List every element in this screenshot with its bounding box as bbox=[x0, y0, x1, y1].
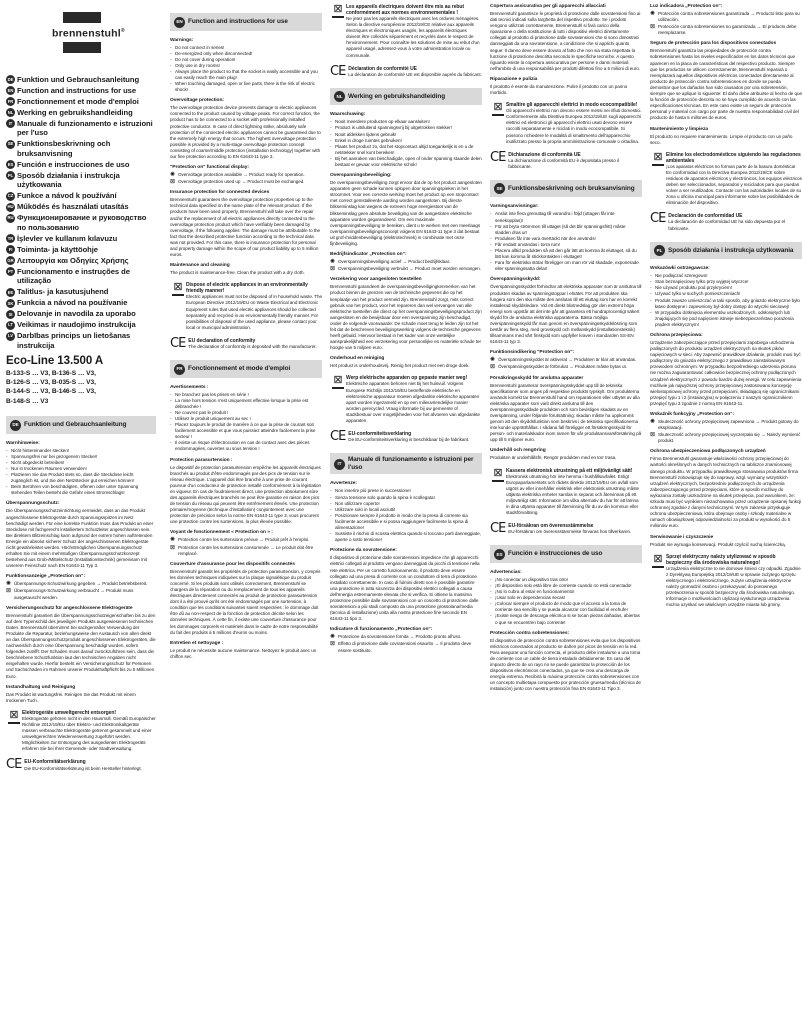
lamp-off-icon: ⊠ bbox=[170, 179, 175, 186]
heading: Overspanningsbeveiliging: bbox=[330, 173, 392, 179]
section-header-en: EN Function and instructions for use bbox=[170, 13, 322, 31]
paragraph: Brennenstuhl garantiert die Überspannungsschutzeigenschaften bis zu den auf dem Typenschild des jeweiligen Produkts ausgewiesenen technischen Daten. Brennenstuhl übernimmt bei sachgemäßer Verwendung der Produkte die Reparatur, beziehungsweise den Austausch von allen direkt an das Überspannungsschutzprodukt angeschlossenen Elektrogeräten, die nachweislich durch eine Überspannung beschädigt wurden, sofern folgendes zutrifft: Der Schaden muss darauf zurückzuführen sein, dass die beschriebene Schutzfunktion laut den technischen Angaben nicht eingehalten wurde. Hierfür besteht ein Versicherungsschutz für Personen und Sachschäden im Rahmen unserer Produkthaftpflicht bis zu 5 Millionen Euro. bbox=[6, 612, 156, 679]
heading: Advertencias: bbox=[490, 569, 522, 575]
flag-badge-icon: PL bbox=[6, 171, 15, 180]
paragraph: Brennenstuhl guarantees the overvoltage protection properties up to the technical data specified on the name plate of the relevant product. If the products have been used properly, Brennenstuhl will take over the repair and/or the replacement of all electric appliances directly connected to the overvoltage protection product which have verifiably been damaged by overvoltage, if the following applies: The damage must be attributable to the fact that the described protective function according to the technical data was not provided. For this case, there is insurance protection for personal and property damage within the scope of our product liability up to 5 million euros. bbox=[170, 197, 321, 258]
heading: Luz indicadora „Protection on“: bbox=[650, 4, 723, 9]
flag-badge-icon: FI bbox=[6, 245, 15, 254]
column-1 bbox=[6, 0, 156, 772]
flag-badge-icon: IT bbox=[6, 119, 15, 128]
weee-notice: ⊠ Elektrogeräte umweltgerecht entsorgen! Elektrogeräte gehören nicht in den Hausmüll. Gemäß Europäischer Richtlinie 2012/19/EU über Elektro- und Elektronikaltgeräte müssen verbrauchte Elektrogeräte getrennt gesammelt und einer umweltgerechten Wiederverwertung zugeführt werden. Möglichkeiten zur Entsorgung des ausgedienten Elektrogeräts erfahren Sie bei Ihrer Gemeinde- oder Stadtverwaltung. bbox=[6, 710, 156, 753]
flag-badge-icon: ES bbox=[494, 549, 505, 560]
indicator-on: ✺ Protection contre les surtensions prévue → Produit prêt à l'emploi. bbox=[170, 537, 310, 544]
ce-mark-icon: CE bbox=[490, 521, 506, 537]
section-header-it: IT Manuale di funzionamento e istruzioni per l'uso bbox=[330, 453, 482, 474]
paragraph: Das Produkt ist wartungsfrei. Reinigen Sie das Produkt mit einem trockenen Tuch. bbox=[6, 691, 136, 703]
warning-list: - ¡No conectar un dispositivo tras otro! - ¡El dispositivo solo está libre de corriente cuando no está conectado! - ¡No lo cubra al estar en funcionamiento! - ¡Usar solo en dependencias secas! - ¡Colocar siempre el producto de modo que el acceso a la toma de corriente sea sencillo y se pueda alcanzar con facilidad el enchufe! - ¡Existe riesgo de descarga eléctrica si se tocan piezas dañadas, abiertas o que se encuentren bajo corriente! bbox=[490, 577, 642, 626]
crossed-bin-icon: ⊠ bbox=[330, 4, 346, 59]
flag-badge-icon: SK bbox=[6, 299, 15, 308]
section-header-es: ES Función e instrucciones de uso bbox=[490, 545, 642, 563]
indicator-off: ⊠ Överspänningsskyddet är förbrukat → Produkten måste bytas ut. bbox=[490, 364, 627, 371]
paragraph: Produkt nie wymaga konserwacji. Produkt czyścić suchą ściereczką. bbox=[650, 541, 786, 547]
ce-declaration: CE EU declaration of conformity The declaration of conformity is deposited with the manufacturer. bbox=[170, 335, 317, 351]
heading: Ochrona ubezpieczeniowa podłączonych urządzeń bbox=[650, 449, 766, 455]
column-3 bbox=[330, 0, 482, 655]
indicator-on: ✺ Protección contra sobretensiones garantizada → Producto listo para su utilización. bbox=[650, 11, 800, 23]
flag-badge-icon: SE bbox=[6, 140, 15, 149]
heading: Serwisowanie i czyszczenie bbox=[650, 534, 714, 540]
lamp-off-icon: ⊠ bbox=[490, 364, 495, 371]
toc-item-gr: GR Λειτουργία και Οδηγίες Χρήσης bbox=[7, 255, 129, 265]
heading: Wskaźnik funkcyjny „Protection on“: bbox=[650, 412, 735, 417]
crossed-bin-icon: ⊠ bbox=[650, 152, 666, 207]
weee-notice: ⊠ Smaltire gli apparecchi elettrici in modo ecocompatibile! Gli apparecchi elettrici non devono essere messi nei rifiuti domestici. Conformemente alla Direttiva Europea 2012/19/UE sugli apparecchi elettrici ed elettronici gli apparecchi elettrici usati devono essere raccolti separatamente e riciclati in modo ecocompatibile. Si possono richiedere le modalità di smaltimento dell'apparecchio inutilizzato presso la propria amministrazione comunale o cittadina. bbox=[490, 102, 642, 145]
toc-item-lt: LT Veikimas ir naudojimo instrukcija bbox=[6, 320, 156, 330]
flag-badge-icon: NL bbox=[334, 91, 345, 102]
ce-declaration: CE EU-Konformitätserklärung Die EU-Konformitätserklärung ist beim Hersteller hinterlegt. bbox=[6, 757, 142, 773]
weee-notice: ⊠ Werp elektrische apparaten op gepaste manier weg! Elektrische apparaten behoren niet bij het huisvuil. Volgens Europese Richtlijn 2012/19/EU betreffende elektrische en elektronische apparatuur moeten afgedankte elektrische apparaten apart worden ingezameld en op een milieuvriendelijke manier worden gerecycled. Vraag informatie bij uw gemeente of stadsbestuur over mogelijkheden voor het afvoeren van afgedankte apparaten. bbox=[330, 375, 482, 424]
brand-wordmark: brennenstuhl® bbox=[52, 27, 125, 40]
warning-list: - Nooit meerdere producten op elkaar aansluiten! - Product is uitsluitend spanningsvrij bij uitgetrokken stekker! - Nooit afdekken tijdens gebruik! - Enkel in droge ruimtes gebruiken! - Plaats het product zo, dat het stopcontact altijd toegankelijk is en u de netstekker snel kunt bereiken! - Bij het aanraken van beschadigde, open of onder spanning staande delen bestaat er gevaar voor elektrische schok! bbox=[330, 119, 482, 168]
heading: Insurance protection for connected devices bbox=[170, 190, 270, 196]
heading: Försäkringsskydd för anslutna apparater bbox=[490, 375, 584, 381]
heading: Varningsanvisningar: bbox=[490, 204, 539, 210]
paragraph: Brennenstuhl garantit les propriétés de protection parasurtension, y compris les données techniques indiquées sur la plaque signalétique du produit concerné. Si les produits sont utilisés correctement, Brennenstuhl se chargera de la réparation ou du remplacement de tous les appareils électriques directement connectés au produit de protection parasurtension dont il a été prouvé qu'ils ont été endommagés par une surtension, à condition que les conditions suivantes soient respectées : le dommage doit être dû au non-respect de la fonction de protection décrite selon les données techniques. À cette fin, il existe une couverture d'assurance pour les dommages corporels et matériels dans le cadre de notre responsabilité du fait des produits à 5 millions d'euros ou moins. bbox=[170, 568, 321, 635]
lamp-off-icon: ⊠ bbox=[650, 432, 655, 439]
heading: Instandhaltung und Reinigung bbox=[6, 684, 76, 690]
lamp-off-icon: ⊠ bbox=[650, 24, 655, 31]
indicator-off: ⊠ Effetto di protezione dalle covratensioni esaurito → Il prodotto deve essere sostituito. bbox=[330, 641, 472, 653]
ce-mark-icon: CE bbox=[6, 757, 22, 773]
logo-bar-top bbox=[63, 12, 101, 23]
heading: Ochrona przepięciowa: bbox=[650, 332, 703, 338]
logo-bar-bottom bbox=[63, 42, 101, 53]
indicator-off: ⊠ Protection contre les surtensions consommée → Le produit doit être remplacé. bbox=[170, 544, 314, 556]
model-list: B-133-S … V3, B-136-S … V3, B-126-S … V3, B-035-S … V3, B-144-S … V3, B-146-S … V3, B-148-S … V3 bbox=[6, 369, 96, 405]
paragraph: El dispositivo de protección contra sobretensiones evita que los dispositivos eléctricos conectados al producto se dañen por picos de tensión en la red. Para asegurar una función correcta, el producto debe instalarse a una toma de corriente con un cable de tierra instalado debidamente. En caso del impacto directo de un rayo no se puede garantizar la protección de los dispositivos electrónicos conectados, ya que se crea una descarga de energía extrema. Recibirá la máxima protección contra sobretensiones con un concepto multietapa compuesto por protección gruesa/media (técnica de instalación) junto con nuestra protección fina EN 61643-11 Tipo 3. bbox=[490, 637, 641, 692]
flag-badge-icon: DE bbox=[10, 420, 21, 431]
heading: "Protection on" functional display: bbox=[170, 165, 249, 171]
ce-declaration: CE Dichiarazione di conformità UE La dichiarazione di conformità EU è depositata presso il fabbricante. bbox=[490, 149, 619, 169]
lamp-on-icon: ✺ bbox=[330, 259, 335, 266]
column-2 bbox=[170, 0, 322, 660]
crossed-bin-icon: ⊠ bbox=[170, 282, 186, 331]
heading: Bedrijfsindicator „Protection on“: bbox=[330, 252, 407, 258]
ce-mark-icon: CE bbox=[490, 149, 506, 165]
warning-list: - Nie podłączać szeregowo! - Stan beznapięciowy tylko przy wyjętej wtyczce! - Nie używać produktu pod przykryciem! - Używać tylko w suchych pomieszczeniach! - Produkt zawsze umieszczać w taki sposób, aby gniazdo elektryczne było łatwo dostępne i zapewniony był dobry dostęp do wtyczki sieciowej! - W przypadku dotknięcia elementów uszkodzonych, odsłoniętych lub znajdujących się pod napięciem istnieje niebezpieczeństwo porażenia prądem elektrycznym! bbox=[650, 273, 802, 328]
heading: Protección contra sobretensiones: bbox=[490, 630, 570, 636]
indicator-on: ✺ Överspänningsskyddet är aktiverat → Produkten är klar att användas. bbox=[490, 357, 637, 364]
warning-list: - Do not connect in series! - De-energized only when disconnected! - Do not cover during operation! - Only use in dry rooms! - Always place the product so that the socket is easily accessible and you can easily reach the main plug! - When touching damaged, open or live parts, there is the risk of electric shock! bbox=[170, 45, 322, 94]
section-header-se: SE Funktionsbeskrivning och bruksanvisning bbox=[490, 180, 642, 198]
heading: Underhåll och rengöring bbox=[490, 448, 546, 454]
indicator-off: ⊠ Überspannungs-Schutzwirkung verbraucht → Produkt muss ausgetauscht werden. bbox=[6, 588, 134, 600]
heading: Överspänningsskydd: bbox=[490, 277, 541, 283]
toc-item-de: DE Funktion und Gebrauchsanleitung bbox=[7, 74, 140, 84]
heading: Warnhinweise: bbox=[6, 440, 40, 446]
paragraph: Överspänningsskyddet förhindrar att elektriska apparater som är anslutna till produkten skadas av spänningstoppar i elnätet. För att produkten ska fungera som den ska måste den anslutas till ett eluttag som har en korrekt installerad skyddsledare. Vid ett direkt blixtnedslag gör den extremt höga energi som uppstår att det inte går att garantera ett hundraprocentigt säkert skydd för de anslutna elektriska apparaterna. Bästa möjliga överspänningsskydd får man genom en överspänningsskyddslösning som består av flera steg, med grovskydd och mellanskydd (installationsteknik) tillsammans med vårt finskydd som uppfyller kraven i standarden SS-EN 61643-11 typ 3. bbox=[490, 284, 642, 345]
indicator-off: ⊠ Overspanningsbeveiliging verbruikt → Product moet worden vervangen. bbox=[330, 266, 481, 273]
lamp-off-icon: ⊠ bbox=[170, 544, 175, 551]
paragraph: Het product is onderhoudsvrij. Reinig het product met een droge doek. bbox=[330, 363, 470, 369]
indicator-off: ⊠ Protección contra sobretensiones no garantizada → El producto debe reemplazarse. bbox=[650, 24, 797, 36]
indicator-on: ✺ Protezione da sovratensione fornita → Prodotto pronto all'uso. bbox=[330, 634, 462, 641]
section-header-de: DE Funktion und Gebrauchsanleitung bbox=[6, 416, 156, 434]
warning-list: - Non inserire più prese in successione! - Senza tensione solo quando la spina è scollegata! - Non utilizzare coperto! - Utilizzare solo in locali asciutti! - Posizionare sempre il prodotto in modo che la presa di corrente sia facilmente accessibile e si possa raggiungere facilmente la spina di alimentazione! - Sussiste il rischio di scossa elettrica quando si toccano parti danneggiate, aperte o sotto tensione! bbox=[330, 488, 482, 543]
paragraph: Le produit ne nécessite aucune maintenance. Nettoyez le produit avec un chiffon sec. bbox=[170, 647, 317, 659]
lamp-on-icon: ✺ bbox=[170, 172, 175, 179]
lamp-on-icon: ✺ bbox=[650, 11, 655, 17]
language-toc bbox=[6, 75, 156, 351]
paragraph: Brennenstuhl garandeert de overspanningsbeveiligingkenmerken van het product binnen de grenzen van de technische gegevens die op het kenplaatje van het product vermeld zijn. Brennenstuhl zorgt, mits correct gebruik van het product, voor het repareren dan wel vervangen van alle elektrische toestellen die direct op het overspanningsbeveiligingsproduct zijn aangesloten en die bewijsbaar door een overspanning zijn beschadigd, onder de volgende voorwaarde: De schade moet terug te leiden zijn tot het feit dat de beschreven beveiligingswerking volgens de technische gegevens heeft gefaald. Hiervoor bestaat in het kader van onze wettelijke aansprakelijkheid een verzekering voor persoonlijke en materiële schade ter hoogte van 5 miljoen euro. bbox=[330, 284, 482, 351]
flag-badge-icon: TR bbox=[6, 234, 15, 243]
paragraph: Le dispositif de protection parasurtension empêche les appareils électriques branchés au produit d'être endommagés par des pics de tension sur le réseau électrique. L'appareil doit être branché à une prise de courant pourvue d'un conducteur de protection installé conformément à la législation en vigueur. En cas de foudroiement direct, une protection absolument sûre des appareils électriques branchés ne peut être garantie en raison des pics de tension du réseau qui peuvent être extrêmement élevés. Une protection primaire/moyenne (technique d'installation) conjointement avec une protection de précision selon la norme EN 61643-11 type 3, vous procurent une protection contre les surtensions, la plus élevée possible. bbox=[170, 464, 322, 525]
ce-declaration: CE Declaración de conformidad UE La declaración de conformidad UE ha sido depuesta por el fabricante. bbox=[650, 211, 786, 231]
paragraph: Firma Brennenstuhl gwarantuje właściwości ochrony przepięciowej do wartości określonych w danych technicznych na tabliczce znamionowej danego produktu. W przypadku prawidłowego stosowania produktów firma Brennenstuhl zobowiązuje się do naprawy, wzgl. wymiany wszystkich urządzeń elektrycznych, bezpośrednio podłączonych do urządzenia zabezpieczającego przed przepięciami, które w sposób możliwy do wykazania zostały uszkodzone na skutek przepięcia, pod warunkiem, że: szkoda musi być wynikiem niezachowania przez urządzenie opisanej funkcji ochronnej zgodnie z danymi technicznymi. W tym zakresie przysługuje ochrona ubezpieczeniowa, która obejmuje osoby i szkody materialne w ramach obowiązkowej odpowiedzialności za produkt w wysokości do 5 milionów euro. bbox=[650, 456, 802, 529]
brand-logo bbox=[52, 12, 125, 53]
heading: Avvertenze: bbox=[330, 481, 357, 487]
toc-item-cz: CZ Funkce a návod k používání bbox=[7, 191, 117, 201]
flag-badge-icon: EN bbox=[6, 86, 15, 95]
heading: Verzekering voor aangesloten toestellen bbox=[330, 277, 422, 283]
heading: Couverture d'assurance pour les dispositifs connectés bbox=[170, 561, 295, 567]
toc-item-es: ES Función e instrucciones de uso bbox=[7, 159, 130, 169]
crossed-bin-icon: ⊠ bbox=[650, 554, 666, 609]
flag-badge-icon: HU bbox=[6, 203, 15, 212]
heading: Overvoltage protection: bbox=[170, 98, 225, 104]
crossed-bin-icon: ⊠ bbox=[6, 710, 22, 753]
lamp-on-icon: ✺ bbox=[6, 581, 11, 588]
flag-badge-icon: EN bbox=[174, 17, 185, 28]
indicator-on: ✺ Overspanningsbeveiliging actief → Product bedrijfsklaar. bbox=[330, 259, 451, 266]
lamp-off-icon: ⊠ bbox=[330, 641, 335, 648]
ce-mark-icon: CE bbox=[330, 429, 346, 445]
ce-declaration: CE Déclaration de conformité UE La déclaration de conformité UE est disponible auprès du fabricant. bbox=[330, 63, 482, 79]
weee-notice: ⊠ Elimine los electrodomésticos siguiendo las regulaciones ambientales ¡Los aparatos eléctricos no forman parte de la basura doméstica! En conformidad con la Directiva Europea 2012/19/CE sobre residuos de aparatos eléctricos y electrónicos, los equipos eléctricos deben ser seleccionados, separados y reciclados para que puedan volver a ser reutilizados. Contacte con las autoridades locales de su zona u oficina municipal para informarse sobre las posibilidades de eliminación del dispositivo. bbox=[650, 152, 802, 207]
heading: Seguro de protección para los dispositivos conectados bbox=[650, 41, 777, 47]
weee-notice: ⊠ Dispose of electric appliances in an environmentally friendly manner! Electric appliances must not be disposed of in household waste. The European Directive 2012/19/EU on Waste Electrical and Electronic Equipment rules that used electric appliances should be collected separately and recycled in an environmentally friendly manner. For possibilities of disposal of the used appliance, please contact your local or municipal administration. bbox=[170, 282, 322, 331]
paragraph: Brennenstuhl garantisce le proprietà di protezione dalle sovratensioni fino ai dati tecnici indicati sulla targhetta del rispettivo prodotto. Se i prodotti vengono utilizzati correttamente, Brennenstuhl si farà carico della riparazione o della sostituzione di tutti i dispositivi elettrici direttamente collegati al prodotto di protezione dalle sovratensioni che si sono dimostrati danneggiati da una sovratensione, a condizione che si applichi quanto segue: Il danno deve essere dovuto al fatto che non sia stata rispettata la funzione di protezione descritta secondo le specifiche tecniche. A questo riguardo esiste la copertura assicurativa per persone e danni materiali nell'ambito di una responsabilità per prodotti difettosi fino a 5 milioni di euro. bbox=[490, 11, 641, 71]
flag-badge-icon: ES bbox=[6, 160, 15, 169]
warning-list: - Anslut inte flera grenuttag till varandra i följd (uttagen får inte seriekopplas)! - För att bryta strömmen till uttaget (så det blir spänningsfritt) måste sladden dras ur! - Produkten får inte vara övertäckt när den används! - Får endast användas i torra rum! - Placera alltid produkten så att den går lätt att komma åt eluttaget, så du lätt kan komma åt stickkontakten i eluttaget! - Fara för elektriska stötar föreligger om man rör vid skadade, exponerade eller spänningssatta delar! bbox=[490, 211, 642, 272]
heading: Entretien et nettoyage : bbox=[170, 640, 224, 646]
ce-mark-icon: CE bbox=[650, 211, 666, 227]
heading: Maintenance and cleaning bbox=[170, 263, 230, 269]
section-header-nl: NL Werking en gebruikshandleiding bbox=[330, 88, 482, 106]
ce-declaration: CE EU-försäkran om överensstämmelse EU-försäkran om överensstämmelse förvaras hos tillverkaren. bbox=[490, 521, 632, 537]
indicator-on: ✺ Überspannungs-Schutzwirkung gegeben → Produkt betriebsbereit. bbox=[6, 581, 148, 588]
flag-badge-icon: PT bbox=[6, 267, 15, 276]
toc-item-si: SI Delovanje in navodila za uporabo bbox=[6, 309, 156, 319]
warning-list: - Ne branchez pas les prises en série ! - La mise hors tension n'est uniquement effective lorsque la prise est débranchée ! - Ne couvrez pas le produit ! - Utilisez le produit uniquement au sec ! - Placez toujours le produit de manière à ce que la prise de courant soit facilement accessible et que vous puissiez atteindre facilement la prise secteur ! - Il existe un risque d'électrocution en cas de contact avec des pièces endommagées, ouvertes ou sous tension ! bbox=[170, 392, 322, 453]
flag-badge-icon: CZ bbox=[6, 192, 15, 201]
flag-badge-icon: LT bbox=[6, 321, 15, 330]
column-4 bbox=[490, 0, 642, 693]
toc-item-sk: SK Funkcia a návod na používanie bbox=[7, 298, 128, 308]
paragraph: Produkten är underhållsfri. Rengör produkten med en torr trasa. bbox=[490, 455, 617, 461]
paragraph: De overspanningsbeveiliging zorgt ervoor dat de op het product aangesloten apparaten geen schade kunnen oplopen door spanningspieken in het stroomnet. Voor een correcte werking moet het product op een stopcontact met correct geïnstalleerde aarding worden aangesloten. Bij directe blikseminslag kan wegens de extreem hoge energiestoot van de blikseminslag geen absolute beveiliging van de aangesloten elektrische apparaten worden gegarandeerd. Om een maximale overspanningsbeveiliging te bereiken, dient u te werken met een meerlaags overspanningsbeveiligingsconcept volgens EN 61643-11 type 3 dat bestaat uit grof-/middenbeveiliging (elektrotechniek) in combinatie met onze fijnbeveiliging. bbox=[330, 180, 482, 247]
toc-item-hu: HU Működés és használati utasítás bbox=[7, 202, 129, 212]
heading: Mantenimiento y limpieza bbox=[650, 126, 709, 132]
toc-item-ru: RU Функционирование и руководство по пользованию bbox=[7, 213, 147, 232]
indicator-off: ⊠ Skuteczność ochrony przepięciowej wyczerpała się → Należy wymienić produkt. bbox=[650, 432, 801, 444]
weee-notice: ⊠ Les appareils électriques doivent être mis au rebut conformément aux normes environnementales ! Ne jetez pas les appareils électriques avec les ordures ménagères. Selon la directive européenne 2012/19/CE relative aux appareils électriques et électroniques usagés, les appareils électriques doivent être collectés séparément et recyclés dans le respect de l'environnement. Pour connaître les solutions de mise au rebut d'un appareil usagé, adressez-vous à votre administration locale ou communale. bbox=[330, 4, 482, 59]
flag-badge-icon: GR bbox=[6, 256, 15, 265]
heading: Riparazione e pulizia bbox=[490, 76, 538, 82]
heading: Wskazówki ostrzegawcze: bbox=[650, 266, 710, 272]
lamp-on-icon: ✺ bbox=[490, 357, 495, 364]
heading: Funktionsanzeige „Protection on“: bbox=[6, 574, 86, 580]
toc-item-nl: NL Werking en gebruikshandleiding bbox=[7, 107, 133, 117]
indicator-on: ✺ Overvoltage protection available → Product ready for operation. bbox=[170, 172, 305, 179]
heading: Überspannungsschutz: bbox=[6, 501, 60, 507]
weee-notice: ⊠ Kassera elektronisk utrustning på ett miljövänligt sätt! Elektronisk utrustning hör inte hemma i hushållsavfallet. Enligt Europaparlamentets och rådets direktiv 2012/19/EU om avfall som utgörs av eller innehåller elektrisk eller elektronisk utrustning måste uttjänta elektriska enheter samlas in separat och återvinnas på ett miljövänligt sätt. Information om vilka alternativ du har för att lämna in dina uttjänta apparater till återvinning får du av din kommun eller stadsförvaltning. bbox=[490, 468, 642, 517]
heading: Warnings: bbox=[170, 37, 194, 43]
indicator-on: ✺ Skuteczność ochrony przepięciowej zapewniona → Produkt gotowy do eksploatacji. bbox=[650, 419, 799, 431]
toc-item-en: EN Function and instructions for use bbox=[7, 85, 137, 95]
column-5 bbox=[650, 0, 802, 608]
flag-badge-icon: NL bbox=[6, 108, 15, 117]
heading: Onderhoud en reiniging bbox=[330, 356, 385, 362]
toc-item-pt: PT Funcionamento e instruções de utilização bbox=[7, 266, 130, 286]
heading: Protection parasurtension : bbox=[170, 457, 233, 463]
weee-notice: ⊠ Sprzęt elektryczny należy utylizować w sposób bezpieczny dla środowiska naturalnego! Urządzenia elektryczne to nie domowe śmieci czy odpadki. Zgodnie z Dyrektywą Europejską 2012/19/UE w sprawie zużytego sprzętu elektrycznego i elektronicznego, zużyte urządzenia elektryczne należy gromadzić osobno i przekazywać do ponownego przetworzenia w sposób bezpieczny dla środowiska naturalnego. Informacje o możliwościach utylizacji wysłużonego urządzenia można uzyskać we właściwym urzędzie miasta lub gminy. bbox=[650, 554, 802, 609]
flag-badge-icon: FR bbox=[174, 364, 185, 375]
flag-badge-icon: LV bbox=[6, 332, 15, 341]
heading: Voyant de fonctionnement « Protection on » : bbox=[170, 530, 273, 536]
ce-mark-icon: CE bbox=[170, 335, 186, 351]
flag-badge-icon: SI bbox=[6, 310, 15, 319]
toc-item-lv: LV Darbības princips un lietošanas instrukcija bbox=[6, 331, 156, 350]
indicator-off: ⊠ Overvoltage protection used up → Product must be exchanged. bbox=[170, 179, 305, 186]
section-header-pl: PL Sposób działania i instrukcja użytkowania bbox=[650, 242, 802, 260]
toc-item-fi: FI Toiminta- ja käyttöohje bbox=[6, 245, 156, 255]
paragraph: Brennenstuhl garantiza las propiedades de protección contra sobretensiones hasta los niveles especificados en los datos técnicos que aparecen en la placa de características del respectivo producto. Siempre que los productos se utilicen correctamente, Brennenstuhl reparará o reemplazará aquellos dispositivos eléctricos conectados directamente al producto de protección contra sobretensiones en donde se pueda demostrar que los dañados han sido causados por una sobretensión, siempre que se aplique lo siguiente: El daño debe atribuirse al hecho de que la función de protección descrita no se haya cumplido de acuerdo con las especificaciones técnicas. En este caso existe un seguro de protección personal y material con cargo por parte de nuestra responsabilidad civil del producto de hasta 5 millones de euros. bbox=[650, 48, 802, 121]
paragraph: The overvoltage protection device prevents damage to electric appliances connected to the product caused by voltage peaks. For correct function, the product has to be connected to a socket with professionally installed protective conductor. In case of direct lightning strike, absolutely safe protection of the connected electric appliances cannot be guaranteed due to the extremely high energy that occurs. The highest overvoltage protection possible is provided by a multi-stage overvoltage protection concept consisting of coarse/middle protection (installation technology) together with our fine protection according to EN 61643-11 type 3. bbox=[170, 105, 321, 159]
flag-badge-icon: FR bbox=[6, 97, 15, 106]
crossed-bin-icon: ⊠ bbox=[330, 375, 346, 424]
toc-item-tr: TR İşlevler ve kullanım kılavuzu bbox=[7, 233, 118, 243]
heading: Protezione da sovratensione: bbox=[330, 548, 397, 554]
crossed-bin-icon: ⊠ bbox=[490, 102, 506, 145]
ce-declaration: CE EU-conformiteitsverklaring De EU-conformiteitsverklaring is beschikbaar bij de fabrikant. bbox=[330, 429, 470, 445]
paragraph: Urządzenie zabezpieczające przed przepięciami zapobiega uszkodzeniu podłączonych do produktu urządzeń elektrycznych na skutek pików napięciowych w sieci. Aby zapewnić prawidłowe działanie, produkt musi być podłączony do gniazda elektrycznego z prawidłowo zainstalowanym przewodem ochronnym. W przypadku bezpośredniego uderzenia pioruna nie można zagwarantować całkowicie bezpiecznej ochrony podłączonych urządzeń elektrycznych z powodu bardzo dużej energii. W celu zapewnienia możliwie jak najwyższej ochrony przepięciowej zastosowano koncepcję wielostopniowej ochrony przed przepięciami, składającą się ogranicznikami przepięć typu 1 i 2 (instalacyjna) w połączeniu z naszym ogranicznikiem przepięć typu 3 zgodnie z normą EN 61643-11. bbox=[650, 339, 802, 406]
flag-badge-icon: RU bbox=[6, 214, 15, 223]
heading: Avertissements : bbox=[170, 384, 209, 390]
crossed-bin-icon: ⊠ bbox=[490, 468, 506, 517]
flag-badge-icon: PL bbox=[654, 245, 665, 256]
product-title: Eco-Line 13.500 A bbox=[6, 355, 104, 368]
lamp-off-icon: ⊠ bbox=[330, 266, 335, 273]
lamp-off-icon: ⊠ bbox=[6, 588, 11, 595]
flag-badge-icon: DE bbox=[6, 75, 15, 84]
paragraph: The product is maintenance-free. Clean the product with a dry cloth. bbox=[170, 270, 305, 276]
toc-item-fr: FR Fonctionnement et mode d'emploi bbox=[7, 96, 139, 106]
toc-item-se: SE Funktionsbeskrivning och bruksanvisning bbox=[7, 139, 111, 158]
flag-badge-icon: IT bbox=[334, 459, 345, 470]
ce-mark-icon: CE bbox=[330, 63, 346, 79]
heading: Copertura assicurativa per gli apparecchi allacciati bbox=[490, 4, 606, 9]
toc-item-it: IT Manuale di funzionamento e istruzioni per l'uso bbox=[6, 119, 156, 138]
flag-badge-icon: SE bbox=[494, 183, 505, 194]
paragraph: Il dispositivo di protezione dalle sovratensioni impedisce che gli apparecchi elettrici collegati al prodotto vengano danneggiati da picchi di tensione nella rete elettrica. Per un corretto funzionamento, il prodotto deve essere collegato ad una presa di corrente con un conduttore di terra di protezione installato correttamente. In caso di fulmini diretti non è possibile garantire una protezione in tutta sicurezza dei dispositivi elettrici collegati a causa dell'energia estremamente elevata che si verifica. Si ottiene la massima protezione possibile dalle sovratensioni con un concetto di protezione dalle sovratensioni a più stadi composto da una protezione grossolana/media (tecnica di installazione) unita alla nostra protezione fine secondo EN 61643-11 tipo 3. bbox=[330, 555, 480, 622]
heading: Indicatore di funzionamento „Protection on“: bbox=[330, 627, 433, 633]
flag-badge-icon: EE bbox=[6, 288, 15, 297]
paragraph: El producto no requiere mantenimiento. Limpie el producto con un paño seco. bbox=[650, 133, 793, 145]
lamp-on-icon: ✺ bbox=[170, 537, 175, 544]
toc-item-ee: EE Talitlus- ja kasutusjuhend bbox=[7, 287, 109, 297]
paragraph: Die Überspannungsschutzeinrichtung vermeidet, dass an das Produkt angeschlossene Elektrogeräte durch Spannungsspitzen im Netz beschädigt werden. Für eine korrekte Funktion muss das Produkt an einer Steckdose mit fachgerecht installiertem Schutzleiter angeschlossen sein. Bei direktem Blitzeinschlag kann aufgrund der extrem hohen auftretenden Energie ein absolut sicherer Schutz der angeschlossenen Elektrogeräte nicht gewährleistet werden. Höchstmöglichen Überspannungsschutz erhalten Sie mit einem mehrstufigen Überspannungsschutzkonzept bestehend aus Grob-/Mittelschutz (Installationstechnik) gemeinsam mit unserem Feinschutz nach EN 61643-11 Typ 3. bbox=[6, 508, 154, 569]
heading: Funktionsindikering "Protection on": bbox=[490, 350, 575, 356]
warning-list: - Nicht hintereinander stecken! - Spannungsfrei nur bei gezogenem Stecker! - Nicht abgedeckt betreiben! - Nur in trockenen Räumen verwenden! - Platzieren Sie das Produkt stets so, dass die Steckdose leicht zugänglich ist, und Sie den Netzstecker gut erreichen können! - Beim Berühren von beschädigten, offenen oder unter Spannung stehenden Teilen besteht die Gefahr eines Stromschlags! bbox=[6, 448, 156, 497]
lamp-on-icon: ✺ bbox=[650, 419, 655, 425]
section-header-fr: FR Fonctionnement et mode d'emploi bbox=[170, 360, 322, 378]
heading: Waarschuwing: bbox=[330, 112, 366, 118]
paragraph: Brennenstuhl garanterar överspänningsskyddet upp till de tekniska specifikationer som anges på respektive produkts typskylt. Om produkterna används korrekt tar Brennenstuhl hand om reparationen eller utbytet av alla elektriska apparater som varit direkt anslutna till den överspänningsskyddade produkten och som bevisligen skadats av en överspänning, under följande förutsättning: skadan måste ha uppkommit genom att den skyddsfunktion som beskrivs i de tekniska specifikationerna inte kunde upprätthållas. I sådana fall föreligger ett försäkringsskydd för person- och materialskador inom ramen för vår produktansvarsförsäkring på upp till 5 miljoner euro. bbox=[490, 382, 642, 443]
lamp-on-icon: ✺ bbox=[330, 634, 335, 641]
toc-item-pl: PL Sposób działania i instrukcja użytkowania bbox=[7, 170, 120, 190]
paragraph: Il prodotto è esente da manutenzione. Pulire il prodotto con un panno morbido. bbox=[490, 83, 628, 96]
heading: Versicherungsschutz für angeschlossene Elektrogeräte bbox=[6, 605, 133, 611]
